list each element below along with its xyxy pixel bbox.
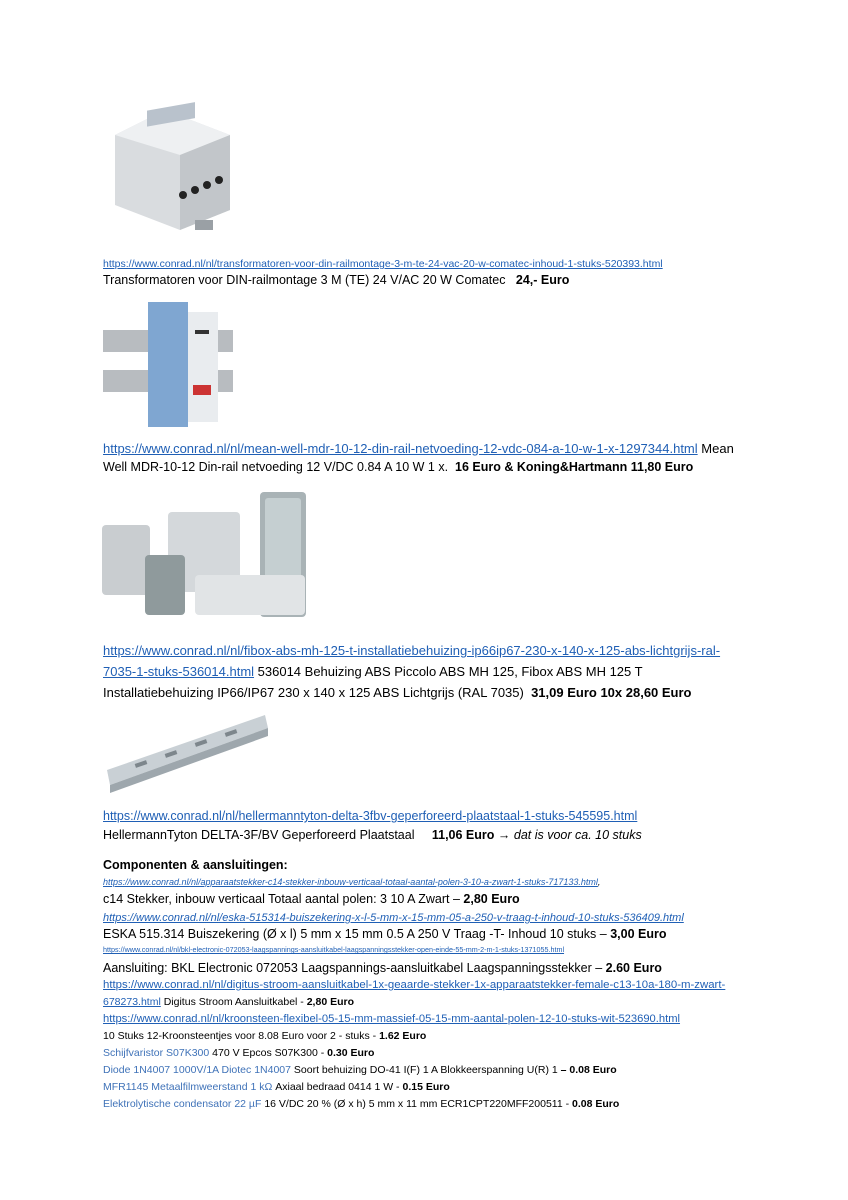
elko-line [103, 1096, 803, 1113]
diode-link[interactable]: Diode 1N4007 1000V/1A Diotec 1N4007 [103, 1064, 291, 1076]
c14-url[interactable]: https://www.conrad.nl/nl/apparaatstekker-c14-stekker-inbouw-verticaal-totaal-aantal-polen-3-10-a-zwart-1-stuks-717133.html [103, 877, 598, 887]
eska-desc: ESKA 515.314 Buiszekering (Ø x l) 5 mm x 15 mm 0.5 A 250 V Traag -T- Inhoud 10 stuks – [103, 927, 607, 941]
eska-line [103, 926, 803, 943]
item2-url[interactable]: https://www.conrad.nl/nl/mean-well-mdr-10-12-din-rail-netvoeding-12-vdc-084-a-10-w-1-x-1297344.html [103, 441, 698, 456]
item1-desc: Transformatoren voor DIN-railmontage 3 M (TE) 24 V/AC 20 W Comatec [103, 273, 506, 287]
item4-price: 11,06 Euro [431, 828, 495, 842]
diode-desc: Soort behuizing DO-41 I(F) 1 A Blokkeerspanning U(R) 1 [293, 1064, 558, 1076]
bkl-line [103, 960, 803, 977]
item1-price: 24,- Euro [515, 273, 570, 287]
elko-link[interactable]: Elektrolytische condensator 22 µF [103, 1098, 262, 1110]
item2-desc-b: Well MDR-10-12 Din-rail netvoeding 12 V/DC 0.84 A 10 W 1 x. [103, 460, 449, 474]
mfr-line [103, 1079, 803, 1096]
item3-url-b[interactable]: 7035-1-stuks-536014.html [103, 664, 255, 679]
item1-line [103, 272, 803, 289]
item3-price: 31,09 Euro 10x 28,60 Euro [531, 685, 692, 700]
eska-price: 3,00 Euro [610, 927, 667, 941]
bkl-price: 2.60 Euro [605, 961, 662, 975]
item3-block [103, 640, 823, 703]
varistor-price: 0.30 Euro [327, 1047, 375, 1059]
kroon-line [103, 1028, 803, 1045]
item1-url[interactable]: https://www.conrad.nl/nl/transformatoren-voor-din-railmontage-3-m-te-24-vac-20-w-comatec-inhoud-1-stuks-520393.html [103, 258, 663, 270]
din-rail-image [105, 710, 270, 795]
item4-note: dat is voor ca. 10 stuks [513, 828, 642, 842]
bkl-desc: Aansluiting: BKL Electronic 072053 Laagspannings-aansluitkabel Laagspanningsstekker – [103, 961, 603, 975]
digitus-desc: Digitus Stroom Aansluitkabel - [163, 996, 304, 1008]
elko-price: 0.08 Euro [572, 1098, 620, 1110]
kroon-price: 1.62 Euro [379, 1030, 427, 1042]
elko-desc: 16 V/DC 20 % (Ø x h) 5 mm x 11 mm ECR1CPT220MFF200511 - [264, 1098, 570, 1110]
item2-desc-a: Mean [701, 441, 734, 456]
c14-line [103, 891, 803, 908]
varistor-desc: 470 V Epcos S07K300 - [212, 1047, 325, 1059]
item2-price: 16 Euro & Koning&Hartmann 11,80 Euro [455, 460, 694, 474]
item3-url-a[interactable]: https://www.conrad.nl/nl/fibox-abs-mh-125-t-installatiebehuizing-ip66ip67-230-x-140-x-125-abs-lichtgrijs-ral- [103, 643, 721, 658]
psu-image [103, 300, 238, 430]
kroon-url[interactable]: https://www.conrad.nl/nl/kroonsteen-flexibel-05-15-mm-massief-05-15-mm-aantal-polen-12-10-stuks-wit-523690.html [103, 1013, 681, 1025]
arrow-right-icon: → [497, 828, 511, 842]
c14-desc: c14 Stekker, inbouw verticaal Totaal aantal polen: 3 10 A Zwart – [103, 892, 460, 906]
diode-line [103, 1062, 803, 1079]
mfr-desc: Axiaal bedraad 0414 1 W - [275, 1081, 400, 1093]
mfr-price: 0.15 Euro [402, 1081, 450, 1093]
digitus-url-b[interactable]: 678273.html [103, 996, 161, 1008]
item3-desc-b: Installatiebehuizing IP66/IP67 230 x 140 x 125 ABS Lichtgrijs (RAL 7035) [103, 685, 524, 700]
item2-line1 [103, 438, 803, 459]
digitus-url-a[interactable]: https://www.conrad.nl/nl/digitus-stroom-aansluitkabel-1x-geaarde-stekker-1x-apparaatstekker-female-c13-10a-180-m-zwart- [103, 979, 726, 991]
c14-url-line: https://www.conrad.nl/nl/apparaatstekker-c14-stekker-inbouw-verticaal-totaal-aantal-polen-3-10-a-zwart-1-stuks-717133.html, [103, 877, 601, 887]
varistor-line [103, 1045, 803, 1062]
kroon-desc: 10 Stuks 12-Kroonsteentjes voor 8.08 Euro voor 2 - stuks - [103, 1030, 377, 1042]
digitus-line [103, 994, 803, 1011]
item2-line2 [103, 459, 803, 476]
diode-price: – 0.08 Euro [560, 1064, 617, 1076]
mfr-link[interactable]: MFR1145 Metaalfilmweerstand 1 kΩ [103, 1081, 273, 1093]
components-heading: Componenten & aansluitingen: [103, 858, 288, 872]
varistor-link[interactable]: Schijfvaristor S07K300 [103, 1047, 210, 1059]
item4-line [103, 827, 803, 844]
bkl-url[interactable]: https://www.conrad.nl/nl/bkl-electronic-072053-laagspannings-aansluitkabel-laagspanningsstekker-open-einde-55-mm-2-m-1-stuks-1371055.html [103, 945, 565, 954]
transformer-image [105, 100, 235, 235]
item4-url[interactable]: https://www.conrad.nl/nl/hellermanntyton-delta-3fbv-geperforeerd-plaatstaal-1-stuks-545595.html [103, 809, 638, 823]
eska-url[interactable]: https://www.conrad.nl/nl/eska-515314-buiszekering-x-l-5-mm-x-15-mm-05-a-250-v-traag-t-inhoud-10-stuks-536409.html [103, 912, 684, 924]
digitus-price: 2,80 Euro [306, 996, 354, 1008]
item3-desc-a: 536014 Behuizing ABS Piccolo ABS MH 125, Fibox ABS MH 125 T [257, 664, 643, 679]
enclosure-image [100, 490, 310, 625]
item4-desc: HellermannTyton DELTA-3F/BV Geperforeerd Plaatstaal [103, 828, 415, 842]
c14-price: 2,80 Euro [463, 892, 520, 906]
